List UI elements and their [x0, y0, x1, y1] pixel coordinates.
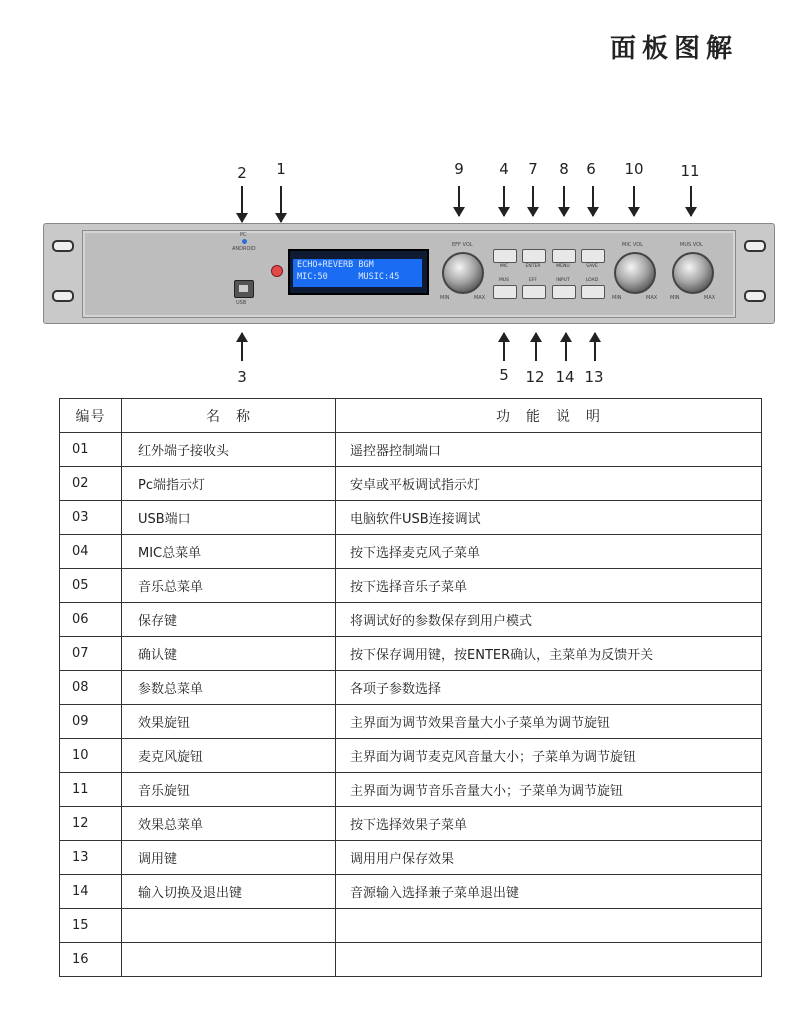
- table-row: [60, 501, 762, 535]
- enter-button-label: ENTER: [525, 264, 541, 269]
- mic-button-label: MIC: [499, 264, 509, 269]
- rack-hole: [744, 240, 766, 252]
- rack-hole: [52, 290, 74, 302]
- cell-name: 麦克风旋钮: [122, 739, 336, 773]
- callout-1: 1: [276, 160, 286, 178]
- lcd-line-1: ECHO+REVERB BGM: [297, 260, 374, 270]
- cell-id: 06: [60, 603, 122, 637]
- cell-name: 调用键: [122, 841, 336, 875]
- cell-id: 08: [60, 671, 122, 705]
- table-row: [60, 467, 762, 501]
- table-row: [60, 671, 762, 705]
- load-button[interactable]: [581, 285, 605, 299]
- table-row: [60, 807, 762, 841]
- param-menu-button[interactable]: [552, 249, 576, 263]
- rack-hole: [744, 290, 766, 302]
- mic-volume-knob[interactable]: [614, 252, 656, 294]
- callout-5: 5: [499, 366, 509, 384]
- input-button-label: INPUT: [556, 278, 570, 283]
- cell-id: 01: [60, 433, 122, 467]
- table-row: [60, 637, 762, 671]
- callout-arrow: [592, 186, 594, 216]
- callout-arrow: [241, 333, 243, 361]
- eff-button-label: EFF: [528, 278, 538, 283]
- pc-label: PC: [240, 232, 247, 238]
- eff-menu-button[interactable]: [522, 285, 546, 299]
- mus-vol-label: MUS VOL: [680, 242, 703, 248]
- cell-function: 主界面为调节音乐音量大小；子菜单为调节旋钮: [336, 773, 762, 807]
- header-name: 名 称: [122, 399, 336, 433]
- ir-receiver: [271, 265, 283, 277]
- table-row: [60, 433, 762, 467]
- cell-function: 各项子参数选择: [336, 671, 762, 705]
- callout-arrow: [633, 186, 635, 216]
- cell-id: 13: [60, 841, 122, 875]
- cell-function: 主界面为调节麦克风音量大小；子菜单为调节旋钮: [336, 739, 762, 773]
- cell-function: 调用用户保存效果: [336, 841, 762, 875]
- table-row: [60, 909, 762, 943]
- min-label: MIN: [612, 295, 622, 301]
- load-button-label: LOAD: [585, 278, 599, 283]
- eff-vol-label: EFF VOL: [452, 242, 473, 248]
- cell-id: 07: [60, 637, 122, 671]
- callout-arrow: [563, 186, 565, 216]
- table-row: [60, 603, 762, 637]
- cell-id: 10: [60, 739, 122, 773]
- usb-label: USB: [236, 300, 247, 306]
- callout-arrow: [280, 186, 282, 222]
- cell-function: [336, 943, 762, 977]
- cell-id: 16: [60, 943, 122, 977]
- callout-7: 7: [528, 160, 538, 178]
- callout-arrow: [458, 186, 460, 216]
- callout-3: 3: [237, 368, 247, 386]
- android-label: ANDROID: [232, 246, 256, 252]
- cell-name: 输入切换及退出键: [122, 875, 336, 909]
- cell-function: [336, 909, 762, 943]
- table-row: [60, 875, 762, 909]
- min-label: MIN: [670, 295, 680, 301]
- cell-id: 09: [60, 705, 122, 739]
- callout-arrow: [535, 333, 537, 361]
- callout-arrow: [241, 186, 243, 222]
- callout-9: 9: [454, 160, 464, 178]
- rack-hole: [52, 240, 74, 252]
- callout-arrow: [503, 186, 505, 216]
- max-label: MAX: [704, 295, 716, 301]
- cell-function: 按下保存调用键，按ENTER确认，主菜单为反馈开关: [336, 637, 762, 671]
- cell-function: 将调试好的参数保存到用户模式: [336, 603, 762, 637]
- table-header-row: [60, 399, 762, 433]
- cell-name: Pc端指示灯: [122, 467, 336, 501]
- music-volume-knob[interactable]: [672, 252, 714, 294]
- min-label: MIN: [440, 295, 450, 301]
- lcd-line-2: MIC:50 MUSIC:45: [297, 272, 400, 282]
- callout-8: 8: [559, 160, 569, 178]
- music-button-label: MUS: [498, 278, 510, 283]
- table-row: [60, 773, 762, 807]
- cell-name: 音乐总菜单: [122, 569, 336, 603]
- enter-button[interactable]: [522, 249, 546, 263]
- callout-14: 14: [555, 368, 575, 386]
- cell-function: 按下选择麦克风子菜单: [336, 535, 762, 569]
- callout-arrow: [532, 186, 534, 216]
- table-body: [60, 433, 762, 977]
- cell-function: 电脑软件USB连接调试: [336, 501, 762, 535]
- table-row: [60, 739, 762, 773]
- input-exit-button[interactable]: [552, 285, 576, 299]
- cell-name: 效果旋钮: [122, 705, 336, 739]
- callout-6: 6: [586, 160, 596, 178]
- header-id: 编号: [60, 399, 122, 433]
- cell-function: 主界面为调节效果音量大小子菜单为调节旋钮: [336, 705, 762, 739]
- cell-name: 保存键: [122, 603, 336, 637]
- save-button-label: SAVE: [586, 264, 598, 269]
- max-label: MAX: [646, 295, 658, 301]
- cell-name: USB端口: [122, 501, 336, 535]
- cell-function: 安卓或平板调试指示灯: [336, 467, 762, 501]
- mic-menu-button[interactable]: [493, 249, 517, 263]
- callout-10: 10: [624, 160, 644, 178]
- cell-id: 15: [60, 909, 122, 943]
- music-menu-button[interactable]: [493, 285, 517, 299]
- pc-indicator-led: [242, 239, 247, 244]
- cell-function: 按下选择音乐子菜单: [336, 569, 762, 603]
- callout-arrow: [594, 333, 596, 361]
- cell-name: 确认键: [122, 637, 336, 671]
- eff-volume-knob[interactable]: [442, 252, 484, 294]
- cell-name: [122, 909, 336, 943]
- table-row: [60, 705, 762, 739]
- header-function: 功 能 说 明: [336, 399, 762, 433]
- save-button[interactable]: [581, 249, 605, 263]
- table-row: [60, 841, 762, 875]
- cell-id: 04: [60, 535, 122, 569]
- cell-function: 按下选择效果子菜单: [336, 807, 762, 841]
- cell-name: 效果总菜单: [122, 807, 336, 841]
- cell-id: 05: [60, 569, 122, 603]
- table-row: [60, 943, 762, 977]
- cell-id: 12: [60, 807, 122, 841]
- cell-function: 音源输入选择兼子菜单退出键: [336, 875, 762, 909]
- callout-11: 11: [680, 162, 700, 180]
- cell-name: [122, 943, 336, 977]
- callout-4: 4: [499, 160, 509, 178]
- cell-id: 14: [60, 875, 122, 909]
- cell-name: 参数总菜单: [122, 671, 336, 705]
- mic-vol-label: MIC VOL: [622, 242, 643, 248]
- menu-button-label: MENU: [556, 264, 570, 269]
- callout-12: 12: [525, 368, 545, 386]
- callout-13: 13: [584, 368, 604, 386]
- callout-arrow: [565, 333, 567, 361]
- cell-name: 红外端子接收头: [122, 433, 336, 467]
- cell-id: 11: [60, 773, 122, 807]
- usb-port[interactable]: [234, 280, 254, 298]
- max-label: MAX: [474, 295, 486, 301]
- cell-name: 音乐旋钮: [122, 773, 336, 807]
- table-row: [60, 569, 762, 603]
- callout-2: 2: [237, 164, 247, 182]
- cell-name: MIC总菜单: [122, 535, 336, 569]
- callout-arrow: [690, 186, 692, 216]
- page-title: 面板图解: [609, 34, 738, 64]
- function-table: [59, 398, 762, 977]
- table-row: [60, 535, 762, 569]
- lcd-display: [288, 249, 429, 295]
- callout-arrow: [503, 333, 505, 361]
- cell-id: 03: [60, 501, 122, 535]
- cell-function: 遥控器控制端口: [336, 433, 762, 467]
- cell-id: 02: [60, 467, 122, 501]
